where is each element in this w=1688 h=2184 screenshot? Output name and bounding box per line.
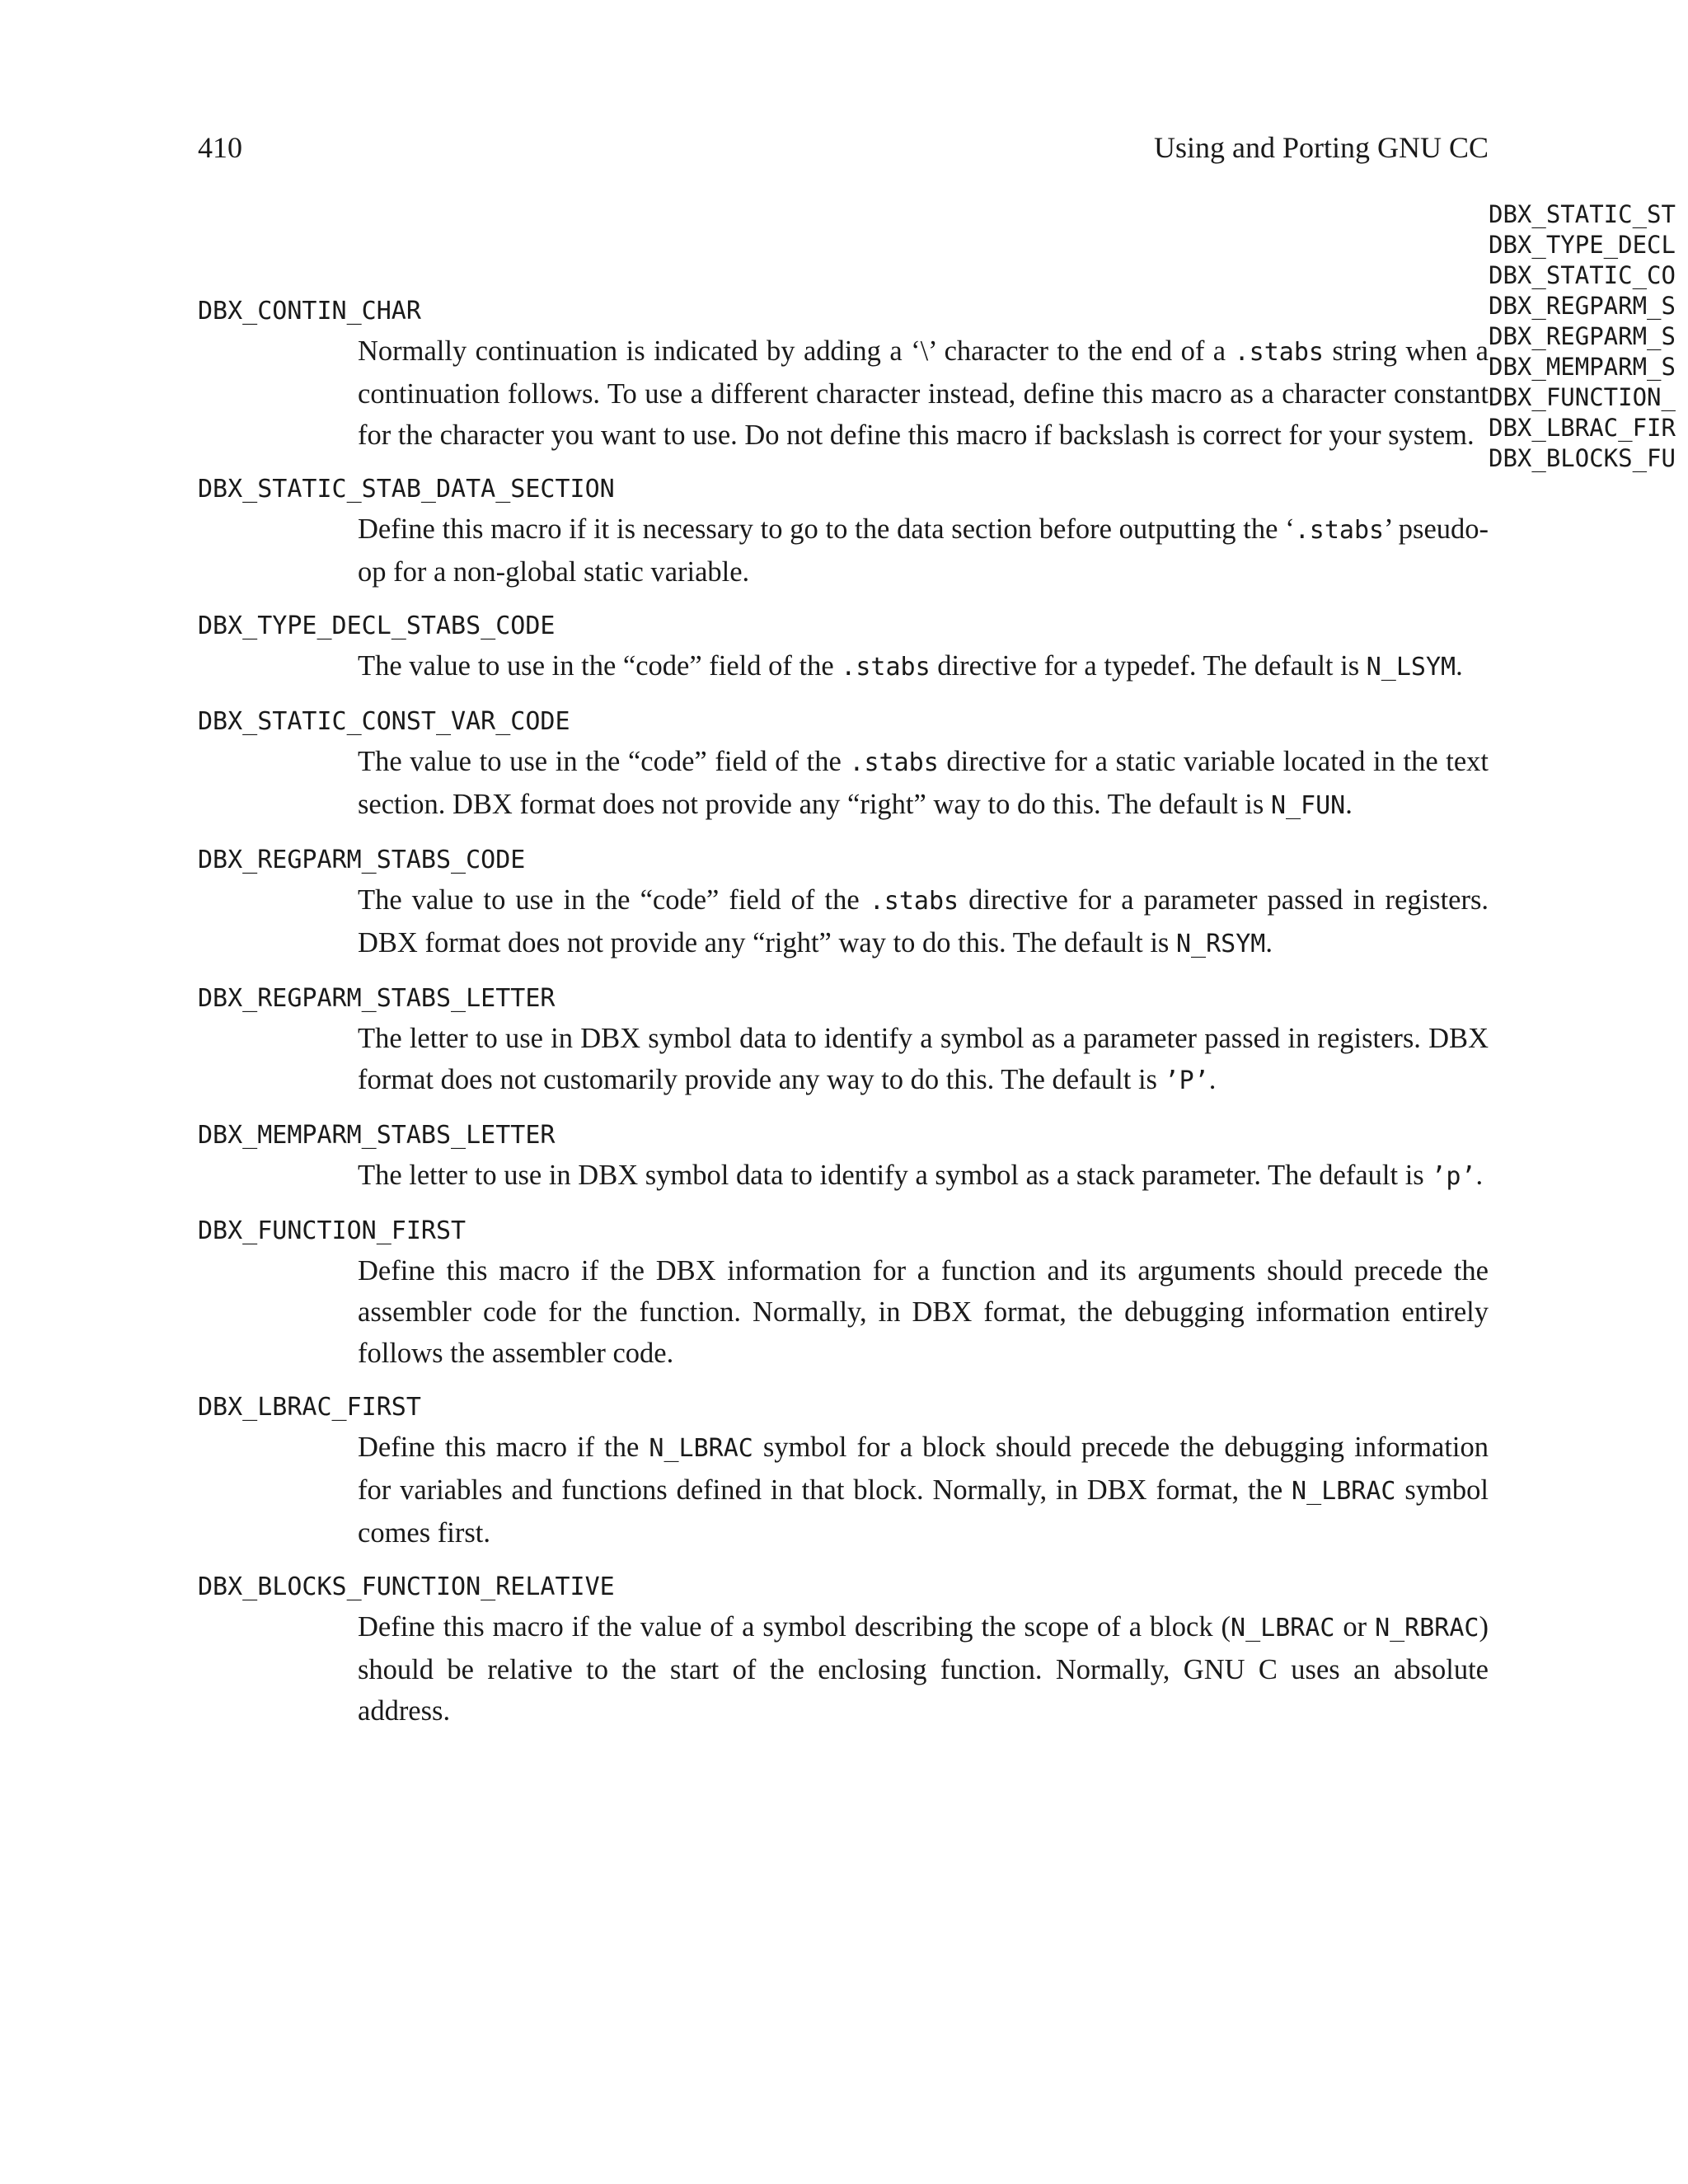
macro-description: Define this macro if the N_LBRAC symbol for a block should precede the debugging information for variables and functions defined in that block. Normally, in DBX format, the N_LBRAC symbol comes first. xyxy=(358,1432,1489,1549)
macro-name: DBX_TYPE_DECL_STABS_CODE xyxy=(198,612,556,640)
macro-name: DBX_MEMPARM_STABS_LETTER xyxy=(198,1121,556,1150)
margin-index xyxy=(1489,199,1688,474)
macro-name: DBX_REGPARM_STABS_CODE xyxy=(198,846,526,874)
macro-description: The letter to use in DBX symbol data to identify a symbol as a stack parameter. The default is ’p’. xyxy=(358,1160,1484,1191)
macro-entry xyxy=(198,471,1489,593)
macro-entry xyxy=(198,841,1489,965)
macro-name: DBX_FUNCTION_FIRST xyxy=(198,1216,467,1245)
margin-index-item: DBX_TYPE_DECL xyxy=(1489,231,1676,259)
margin-index-item: DBX_BLOCKS_FU xyxy=(1489,444,1676,472)
inline-code: .stabs xyxy=(1294,516,1385,545)
macro-entry xyxy=(198,1568,1489,1732)
inline-code: N_LBRAC xyxy=(1231,1614,1335,1643)
page-number: 410 xyxy=(198,131,242,164)
macro-entry xyxy=(198,607,1489,688)
macro-name: DBX_STATIC_CONST_VAR_CODE xyxy=(198,707,570,736)
macro-description: The value to use in the “code” field of the .stabs directive for a typedef. The default is N_LSYM. xyxy=(358,650,1463,682)
macro-definition-list xyxy=(198,293,1489,1732)
macro-name: DBX_LBRAC_FIRST xyxy=(198,1393,421,1422)
inline-code: .stabs xyxy=(869,887,959,916)
macro-description: The letter to use in DBX symbol data to identify a symbol as a parameter passed in registers. DBX format does not customarily provide any way to do this. The default is ’P’. xyxy=(358,1023,1489,1095)
macro-name: DBX_REGPARM_STABS_LETTER xyxy=(198,984,556,1013)
inline-code: N_RSYM xyxy=(1175,930,1266,958)
inline-code: N_LBRAC xyxy=(649,1434,753,1463)
inline-code: ’p’ xyxy=(1431,1162,1476,1191)
macro-description: Define this macro if the value of a symbol describing the scope of a block (N_LBRAC or N_RBRAC) should be relative to the start of the enclosing function. Normally, GNU C uses an absolute address. xyxy=(358,1611,1489,1727)
inline-code: N_LBRAC xyxy=(1292,1477,1396,1506)
macro-description: Normally continuation is indicated by adding a ‘\’ character to the end of a .stabs string when a continuation follows. To use a different character instead, define this macro as a character constant for the character you want to use. Do not define this macro if backslash is correct for your system. xyxy=(358,335,1489,451)
margin-index-item: DBX_STATIC_ST xyxy=(1489,200,1676,228)
page-header xyxy=(198,130,1489,171)
macro-entry xyxy=(198,293,1489,456)
inline-code: ’P’ xyxy=(1164,1066,1209,1095)
macro-name: DBX_STATIC_STAB_DATA_SECTION xyxy=(198,475,615,504)
macro-description: Define this macro if the DBX information for a function and its arguments should precede the assembler code for the function. Normally, in DBX format, the debugging information entirely follows the assembler code. xyxy=(358,1255,1489,1369)
macro-entry xyxy=(198,1117,1489,1197)
inline-code: N_RBRAC xyxy=(1375,1614,1479,1643)
margin-index-item: DBX_MEMPARM_S xyxy=(1489,353,1676,381)
macro-name: DBX_CONTIN_CHAR xyxy=(198,297,421,326)
margin-index-item: DBX_LBRAC_FIR xyxy=(1489,414,1676,442)
macro-entry xyxy=(198,703,1489,827)
macro-entry xyxy=(198,980,1489,1102)
inline-code: .stabs xyxy=(841,653,931,682)
macro-entry xyxy=(198,1389,1489,1554)
margin-index-item: DBX_REGPARM_S xyxy=(1489,322,1676,350)
macro-description: The value to use in the “code” field of the .stabs directive for a static variable located in the text section. DBX format does not provide any “right” way to do this. The default is N_FUN. xyxy=(358,746,1489,820)
inline-code: .stabs xyxy=(1234,338,1324,367)
macro-description: The value to use in the “code” field of the .stabs directive for a parameter passed in registers. DBX format does not provide any “right” way to do this. The default is N_RSYM. xyxy=(358,884,1489,958)
macro-name: DBX_BLOCKS_FUNCTION_RELATIVE xyxy=(198,1572,615,1601)
margin-index-item: DBX_REGPARM_S xyxy=(1489,292,1676,320)
running-title: Using and Porting GNU CC xyxy=(1153,131,1489,164)
inline-code: N_LSYM xyxy=(1366,653,1456,682)
margin-index-item: DBX_STATIC_CO xyxy=(1489,261,1676,289)
inline-code: N_FUN xyxy=(1270,791,1346,820)
macro-entry xyxy=(198,1212,1489,1374)
macro-description: Define this macro if it is necessary to go to the data section before outputting the ‘.stabs’ pseudo-op for a non-global static variable. xyxy=(358,513,1489,588)
margin-index-item: DBX_FUNCTION_ xyxy=(1489,383,1676,411)
inline-code: .stabs xyxy=(849,748,939,777)
